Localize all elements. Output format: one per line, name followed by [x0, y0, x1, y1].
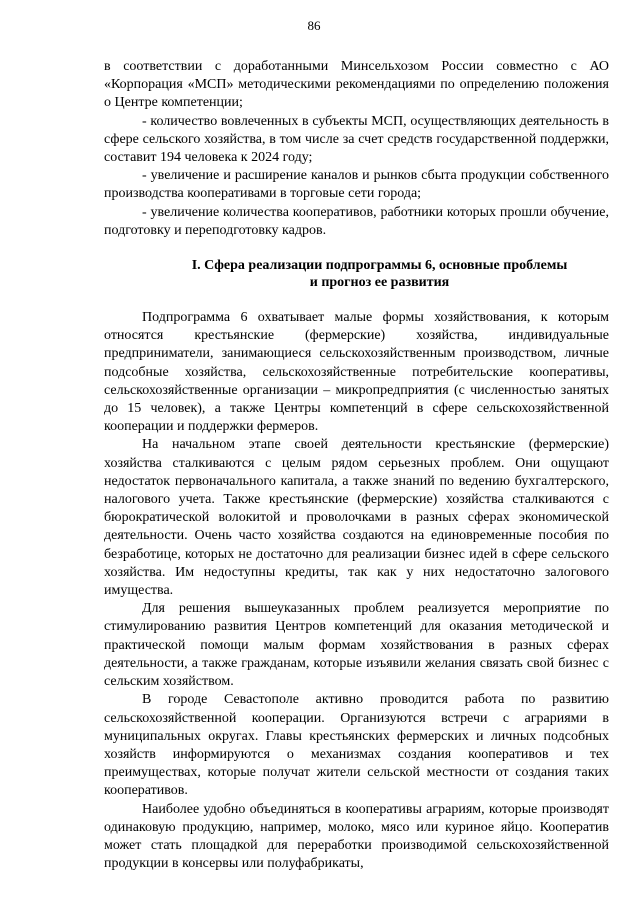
section-heading-line-1: I. Сфера реализации подпрограммы 6, основные проблемы [191, 258, 568, 274]
page-number: 86 [307, 18, 321, 33]
intro-paragraph-1: в соответствии с доработанными Минсельхозом России совместно с АО «Корпорация «МСП» методическими рекомендациями по определению положения о Центре компетенции; [104, 59, 609, 111]
body-paragraph-1: Подпрограмма 6 охватывает малые формы хозяйствования, к которым относятся крестьянские (фермерские) хозяйства, индивидуальные предприниматели, занимающиеся сельскохозяйственным производством, личные подсобные хозяйства, сельскохозяйственные потребительские кооперативы, сельскохозяйственные организации – микропредприятия (с численностью занятых до 15 человек), а также Центры компетенций в сфере сельскохозяйственной кооперации и поддержки фермеров. [104, 310, 609, 435]
intro-list-item-2: - увеличение и расширение каналов и рынков сбыта продукции собственного производства кооперативами в торговые сети города; [104, 168, 609, 202]
body-paragraph-2: На начальном этапе своей деятельности крестьянские (фермерские) хозяйства сталкиваются с целым рядом серьезных проблем. Они ощущают недостаток первоначального капитала, а также знаний по ведению бухгалтерского, налогового учета. Также крестьянские (фермерские) хозяйства сталкиваются с бюрократической волокитой и проволочками в разных сферах экономической деятельности. Очень часто хозяйства создаются на единовременные пособия по безработице, которых не достаточно для реализации бизнес идей в сфере сельского хозяйства. Им недоступны кредиты, так как у них недостаточно залогового имущества. [104, 437, 609, 599]
body-paragraph-5: Наиболее удобно объединяться в кооперативы аграриям, которые производят одинаковую продукцию, например, молоко, мясо или куриное яйцо. Кооператив может стать площадкой для переработки производимой сельскохозяйственной продукции в консервы или полуфабрикаты, [104, 801, 609, 872]
section-heading-line-2: и прогноз ее развития [309, 275, 450, 291]
intro-list-item-1: - количество вовлеченных в субъекты МСП, осуществляющих деятельность в сфере сельского хозяйства, в том числе за счет средств государственной поддержки, составит 194 человека к 2024 году; [104, 113, 609, 166]
intro-list-item-3: - увеличение количества кооперативов, работники которых прошли обучение, подготовку и переподготовку кадров. [104, 204, 609, 238]
body-paragraph-3: Для решения вышеуказанных проблем реализуется мероприятие по стимулированию развития Центров компетенций для оказания методической и практической помощи малым формам хозяйствования в разных сферах деятельности, а также гражданам, которые изъявили желания связать свой бизнес с сельским хозяйством. [104, 601, 609, 690]
document-body [104, 58, 609, 873]
body-paragraph-4: В городе Севастополе активно проводится работа по развитию сельскохозяйственной кооперации. Организуются встречи с аграриями в муниципальных округах. Главы крестьянских фермерских и личных подсобных хозяйств информируются о механизмах создания кооперативов и тех преимуществах, которые получат жители сельской местности от создания таких кооперативов. [104, 692, 609, 799]
section-heading [104, 257, 609, 291]
